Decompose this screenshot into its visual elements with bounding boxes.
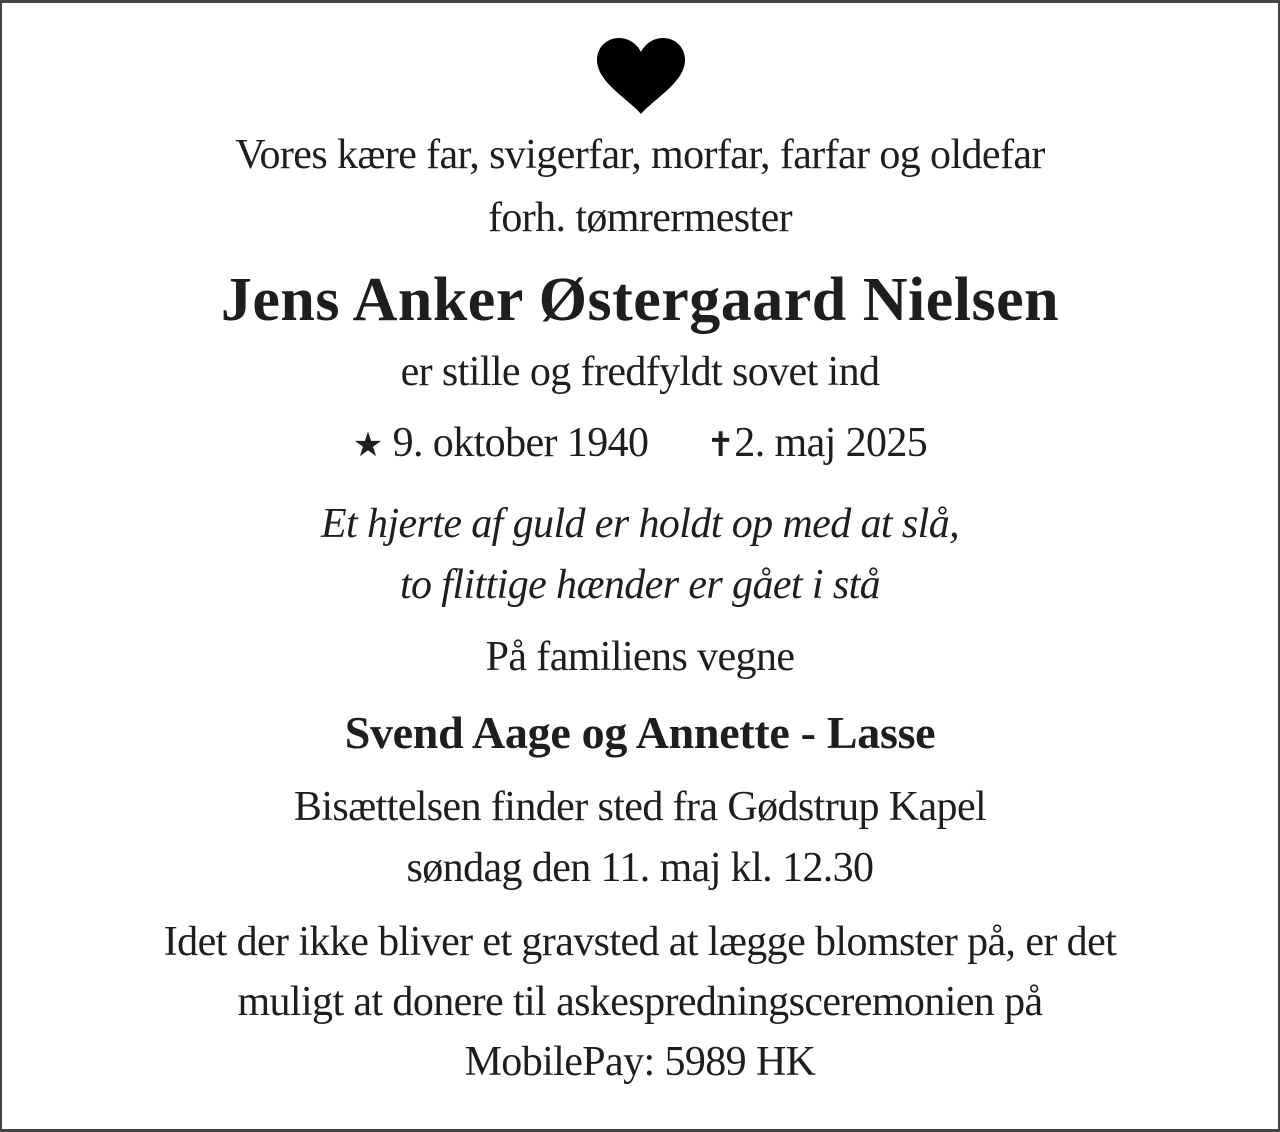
cross-icon: ✝ (706, 427, 735, 464)
dates-line (0, 418, 1280, 471)
deceased-name: Jens Anker Østergaard Nielsen (220, 266, 1060, 334)
donation-line-3: MobilePay: 5989 HK (464, 1039, 816, 1085)
donation-line-2: muligt at donere til askespredningsceremonien på (237, 979, 1043, 1025)
deceased-title: forh. tømrermester (487, 195, 793, 241)
heart-icon (597, 38, 685, 114)
birth-date: 9. oktober 1940 (392, 420, 649, 466)
verse-line-2: to flittige hænder er gået i stå (399, 562, 881, 608)
donation-line-1: Idet der ikke bliver et gravsted at lægge blomster på, er det (163, 919, 1117, 965)
star-icon: ★ (352, 427, 383, 464)
signers: Svend Aage og Annette - Lasse (344, 707, 936, 758)
funeral-line-2: søndag den 11. maj kl. 12.30 (406, 845, 874, 891)
on-behalf-line: På familiens vegne (485, 634, 795, 680)
death-date: 2. maj 2025 (734, 420, 928, 466)
passing-line: er stille og fredfyldt sovet ind (400, 349, 880, 395)
funeral-line-1: Bisættelsen finder sted fra Gødstrup Kapel (293, 784, 987, 830)
verse-line-1: Et hjerte af guld er holdt op med at slå, (320, 501, 959, 547)
intro-line: Vores kære far, svigerfar, morfar, farfar og oldefar (235, 132, 1045, 178)
